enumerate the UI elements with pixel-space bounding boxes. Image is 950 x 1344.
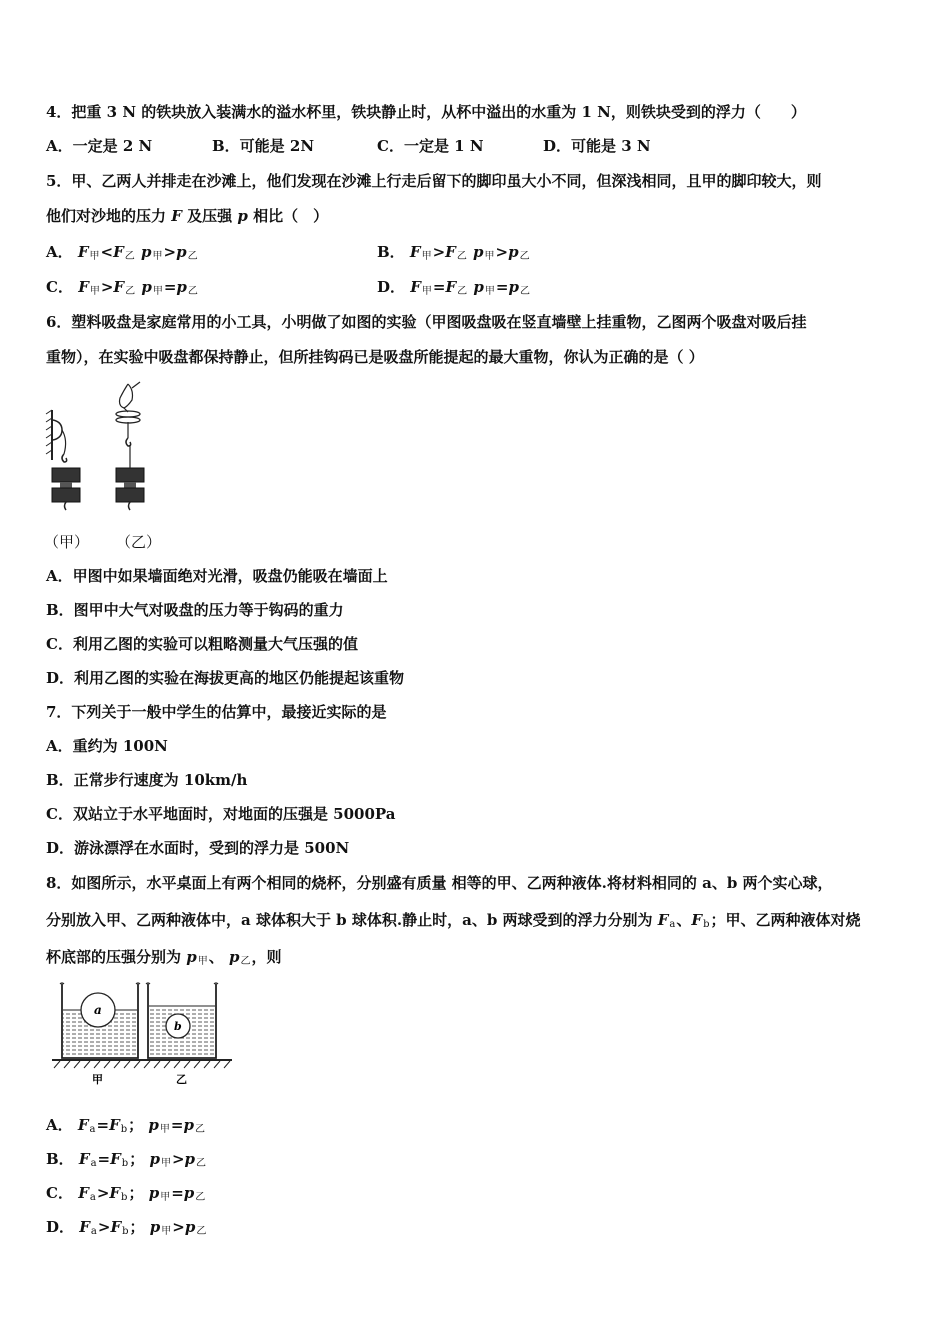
relation: =	[170, 1116, 184, 1134]
var-f: F	[445, 278, 457, 296]
var-p: p	[141, 243, 152, 261]
var-p: p	[508, 243, 519, 261]
var-f: F	[109, 1116, 120, 1134]
ball-a-label: a	[94, 1003, 102, 1017]
var-p: p	[186, 948, 197, 966]
var-p: p	[184, 1218, 196, 1236]
q6-stem-line1: 6．塑料吸盘是家庭常用的小工具，小明做了如图的实验（甲图吸盘吸在竖直墙壁上挂重物，乙图两个吸盘对吸后挂	[46, 313, 807, 331]
beaker-label-jia: 甲	[92, 1073, 103, 1086]
wall-illustration	[46, 410, 52, 460]
var-f: F	[410, 278, 421, 296]
var-f: F	[657, 911, 669, 929]
separator: ；	[129, 1218, 145, 1236]
q7-option-d[interactable]: D．游泳漂浮在水面时，受到的浮力是 500N	[46, 839, 350, 857]
var-p: p	[149, 1150, 160, 1168]
var-f: F	[409, 243, 421, 261]
q8-text: 杯底部的压强分别为	[46, 948, 187, 966]
relation: =	[171, 1184, 184, 1202]
sub-a: a	[89, 1124, 96, 1135]
var-f: F	[113, 243, 124, 261]
var-f: F	[78, 1150, 90, 1168]
var-f: F	[79, 1218, 90, 1236]
ball-b	[166, 1014, 190, 1038]
relation: >	[171, 1150, 185, 1168]
q8-stem-line3	[46, 947, 282, 970]
sub-b: b	[120, 1124, 128, 1135]
sub-a: a	[90, 1158, 97, 1169]
sub-yi: 乙	[457, 286, 468, 297]
q8-text: 分别放入甲、乙两种液体中，a 球体积大于 b 球体积.静止时，a、b 两球受到的浮力分别为	[46, 911, 658, 929]
q8-text: ，则	[251, 948, 282, 966]
sub-jia: 甲	[152, 286, 163, 297]
q8-option-c[interactable]	[46, 1183, 206, 1206]
var-p: p	[176, 278, 187, 296]
q7-option-b[interactable]: B．正常步行速度为 10km/h	[46, 771, 248, 789]
sub-jia: 甲	[89, 251, 100, 262]
relation: >	[495, 243, 509, 261]
relation: >	[163, 243, 177, 261]
sub-b: b	[121, 1158, 129, 1169]
var-p: p	[508, 278, 519, 296]
q6-option-b[interactable]: B．图甲中大气对吸盘的压力等于钩码的重力	[46, 601, 344, 619]
relation: >	[172, 1218, 185, 1236]
q5-var-f: F	[171, 207, 182, 225]
relation: =	[495, 278, 509, 296]
suction-cup-figure	[44, 380, 184, 520]
q7-option-c[interactable]: C．双站立于水平地面时，对地面的压强是 5000Pa	[46, 805, 396, 823]
var-f: F	[110, 1150, 121, 1168]
ball-a	[81, 993, 115, 1027]
q6-option-d[interactable]: D．利用乙图的实验在海拔更高的地区仍能提起该重物	[46, 669, 405, 687]
sub-jia: 甲	[484, 286, 495, 297]
q5-var-p: p	[237, 207, 248, 225]
relation: >	[432, 243, 446, 261]
var-p: p	[148, 1116, 159, 1134]
sub-yi: 乙	[195, 1192, 206, 1203]
q8-option-b[interactable]	[46, 1149, 207, 1172]
q5-stem-line1: 5．甲、乙两人并排走在沙滩上，他们发现在沙滩上行走后留下的脚印虽大小不同，但深浅相同，且甲的脚印较大，则	[46, 172, 822, 190]
relation: <	[100, 243, 114, 261]
relation: >	[97, 1218, 111, 1236]
relation: =	[163, 278, 177, 296]
sub-yi: 乙	[187, 286, 198, 297]
var-f: F	[78, 278, 89, 296]
var-p: p	[183, 1184, 195, 1202]
sub-yi: 乙	[196, 1226, 207, 1237]
hand-illustration	[120, 382, 141, 412]
fig-label-yi: （乙）	[116, 533, 162, 551]
option-letter: C．	[46, 1184, 73, 1202]
q5-stem-line2	[46, 206, 328, 226]
separator: 、	[676, 911, 692, 929]
sub-yi: 乙	[196, 1158, 207, 1169]
q6-option-c[interactable]: C．利用乙图的实验可以粗略测量大气压强的值	[46, 635, 358, 653]
sub-yi: 乙	[124, 251, 135, 262]
sub-jia: 甲	[160, 1192, 171, 1203]
var-f: F	[445, 243, 456, 261]
var-p: p	[148, 1184, 160, 1202]
sub-b: b	[703, 919, 710, 930]
var-f: F	[691, 911, 703, 929]
sub-a: a	[89, 1192, 96, 1203]
q4-option-d[interactable]: D．可能是 3 N	[543, 137, 651, 155]
q5-text: 相比（ ）	[247, 207, 329, 225]
q4-stem: 4．把重 3 N 的铁块放入装满水的溢水杯里，铁块静止时，从杯中溢出的水重为 1 N，则铁块受到的浮力（ ）	[46, 103, 806, 121]
option-letter: D．	[377, 278, 406, 296]
q7-stem: 7．下列关于一般中学生的估算中，最接近实际的是	[46, 703, 387, 721]
ball-b-label: b	[174, 1020, 182, 1033]
sub-jia: 甲	[160, 1158, 171, 1169]
sub-a: a	[90, 1226, 97, 1237]
q8-option-a[interactable]	[46, 1115, 206, 1138]
q8-text: ；甲、乙两种液体对烧	[710, 911, 861, 929]
var-f: F	[77, 243, 89, 261]
sub-yi: 乙	[519, 286, 530, 297]
sub-jia: 甲	[484, 251, 495, 262]
var-p: p	[141, 278, 152, 296]
sub-b: b	[121, 1192, 128, 1203]
q5-option-b[interactable]	[377, 242, 531, 265]
q8-stem-line2	[46, 910, 860, 933]
sub-jia: 甲	[421, 251, 432, 262]
sub-yi: 乙	[240, 956, 251, 967]
option-letter: A．	[46, 243, 73, 261]
q8-stem-line1: 8．如图所示，水平桌面上有两个相同的烧杯，分别盛有质量 相等的甲、乙两种液体.将材料相同的 a、b 两个实心球，	[46, 874, 833, 892]
option-letter: A．	[46, 1116, 73, 1134]
q7-option-a[interactable]: A．重约为 100N	[46, 737, 168, 755]
jia-suction-cup	[53, 420, 66, 454]
separator: ；	[128, 1116, 144, 1134]
sub-b: b	[122, 1226, 129, 1237]
relation: >	[96, 1184, 110, 1202]
yi-hook-weights	[116, 438, 144, 510]
q5-option-c[interactable]	[46, 277, 199, 300]
q5-text: 及压强	[181, 207, 238, 225]
sub-yi: 乙	[519, 251, 530, 262]
q6-option-a[interactable]: A．甲图中如果墙面绝对光滑，吸盘仍能吸在墙面上	[46, 567, 388, 585]
table-surface	[52, 1060, 232, 1068]
relation: =	[96, 1116, 110, 1134]
var-p: p	[149, 1218, 161, 1236]
sub-a: a	[669, 919, 676, 930]
yi-suction-cups	[116, 411, 140, 438]
var-f: F	[110, 1218, 122, 1236]
sub-jia: 甲	[152, 251, 163, 262]
separator: 、	[208, 948, 224, 966]
separator: ；	[129, 1150, 145, 1168]
var-f: F	[78, 1184, 89, 1202]
sub-yi: 乙	[456, 251, 467, 262]
relation: >	[100, 278, 114, 296]
sub-jia: 甲	[421, 286, 432, 297]
var-p: p	[183, 1116, 194, 1134]
beakers-figure	[48, 980, 238, 1088]
sub-jia: 甲	[89, 286, 100, 297]
sub-jia: 甲	[197, 956, 208, 967]
relation: =	[432, 278, 446, 296]
var-f: F	[113, 278, 125, 296]
beaker-label-yi: 乙	[176, 1073, 187, 1086]
fig-label-jia: （甲）	[44, 533, 90, 551]
option-letter: B．	[377, 243, 405, 261]
option-letter: B．	[46, 1150, 74, 1168]
var-p: p	[228, 948, 240, 966]
sub-yi: 乙	[125, 286, 136, 297]
var-p: p	[473, 278, 484, 296]
option-letter: C．	[46, 278, 73, 296]
var-p: p	[473, 243, 484, 261]
q4-option-a[interactable]: A．一定是 2 N	[46, 137, 153, 155]
relation: =	[97, 1150, 111, 1168]
sub-jia: 甲	[161, 1226, 172, 1237]
q5-option-a[interactable]	[46, 242, 199, 265]
q8-option-d[interactable]	[46, 1217, 207, 1240]
var-p: p	[176, 243, 187, 261]
var-p: p	[184, 1150, 196, 1168]
sub-yi: 乙	[187, 251, 198, 262]
sub-yi: 乙	[194, 1124, 205, 1135]
q4-option-c[interactable]: C．一定是 1 N	[377, 137, 484, 155]
q4-option-b[interactable]: B．可能是 2N	[212, 137, 315, 155]
separator: ；	[128, 1184, 144, 1202]
jia-hook-weights	[52, 454, 80, 510]
q5-text: 他们对沙地的压力	[46, 207, 172, 225]
var-f: F	[109, 1184, 121, 1202]
var-f: F	[77, 1116, 89, 1134]
q5-option-d[interactable]	[377, 277, 531, 300]
sub-jia: 甲	[159, 1124, 170, 1135]
q6-stem-line2: 重物），在实验中吸盘都保持静止，但所挂钩码已是吸盘所能提起的最大重物，你认为正确的是（ ）	[46, 348, 704, 366]
option-letter: D．	[46, 1218, 75, 1236]
